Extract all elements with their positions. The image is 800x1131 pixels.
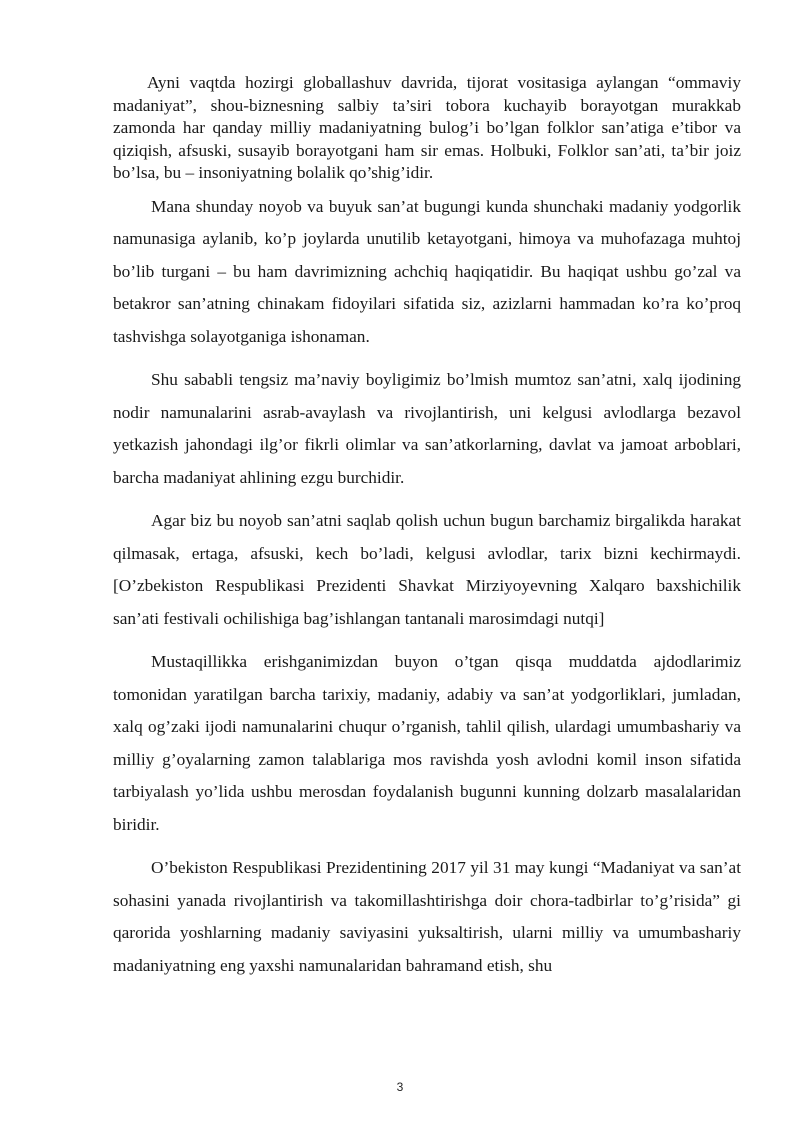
paragraph-unique-art: Mana shunday noyob va buyuk san’at bugungi kunda shunchaki madaniy yodgorlik namunasiga aylanib, ko’p joylarda unutilib ketayotgani, himoya va muhofazaga muhtoj bo’lib turgani – bu ham davrimizning achchiq haqiqatidir. Bu haqiqat ushbu go’zal va betakror san’atning chinakam fidoyilari sifatida siz, azizlarni hammadan ko’ra ko’proq tashvishga solayotganiga ishonaman. <box>113 196 741 346</box>
paragraph-decree: O’bekiston Respublikasi Prezidentining 2017 yil 31 may kungi “Madaniyat va san’at sohasini yanada rivojlantirish va takomillashtirishga doir chora-tadbirlar to’g’risida” gi qarorida yoshlarning madaniy saviyasini yuksaltirish, ularni milliy va umumbashariy madaniyatning eng yaxshi namunalaridan bahramand etish, shu <box>113 858 741 975</box>
paragraph-globalization: Ayni vaqtda hozirgi globallashuv davrida, tijorat vositasiga aylangan “ommaviy madaniyat”, shou-biznesning salbiy ta’siri tobora kuchayib borayotgan murakkab zamonda har qanday milliy madaniyatning bulog’i bo’lgan folklor san’atiga e’tibor va qiziqish, afsuski, susayib borayotgani ham sir emas. Holbuki, Folklor san’ati, ta’bir joiz bo’lsa, bu – insoniyatning bolalik qo’shig’idir. <box>113 73 741 182</box>
paragraph-spiritual-wealth: Shu sababli tengsiz ma’naviy boyligimiz bo’lmish mumtoz san’atni, xalq ijodining nodir namunalarini asrab-avaylash va rivojlantirish, uni kelgusi avlodlarga bezavol yetkazish jahondagi ilg’or fikrli olimlar va san’atkorlarning, davlat va jamoat arboblari, barcha madaniyat ahlining ezgu burchidir. <box>113 370 741 487</box>
paragraph-president-quote: Agar biz bu noyob san’atni saqlab qolish uchun bugun barchamiz birgalikda harakat qilmasak, ertaga, afsuski, kech bo’ladi, kelgusi avlodlar, tarix bizni kechirmaydi. [O’zbekiston Respublikasi Prezidenti Shavkat Mirziyoyevning Xalqaro baxshichilik san’ati festivali ochilishiga bag’ishlangan tantanali marosimdagi nutqi] <box>113 511 741 628</box>
paragraph-independence: Mustaqillikka erishganimizdan buyon o’tgan qisqa muddatda ajdodlarimiz tomonidan yaratilgan barcha tarixiy, madaniy, adabiy va san’at yodgorliklari, jumladan, xalq og’zaki ijodi namunalarini chuqur o’rganish, tahlil qilish, ulardagi umumbashariy va milliy g’oyalarning zamon talablariga mos ravishda yosh avlodni komil inson sifatida tarbiyalash yo’lida ushbu merosdan foydalanish bugunni kunning dolzarb masalalaridan biridir. <box>113 652 741 834</box>
page-number: 3 <box>396 1080 404 1094</box>
document-page <box>113 72 741 993</box>
